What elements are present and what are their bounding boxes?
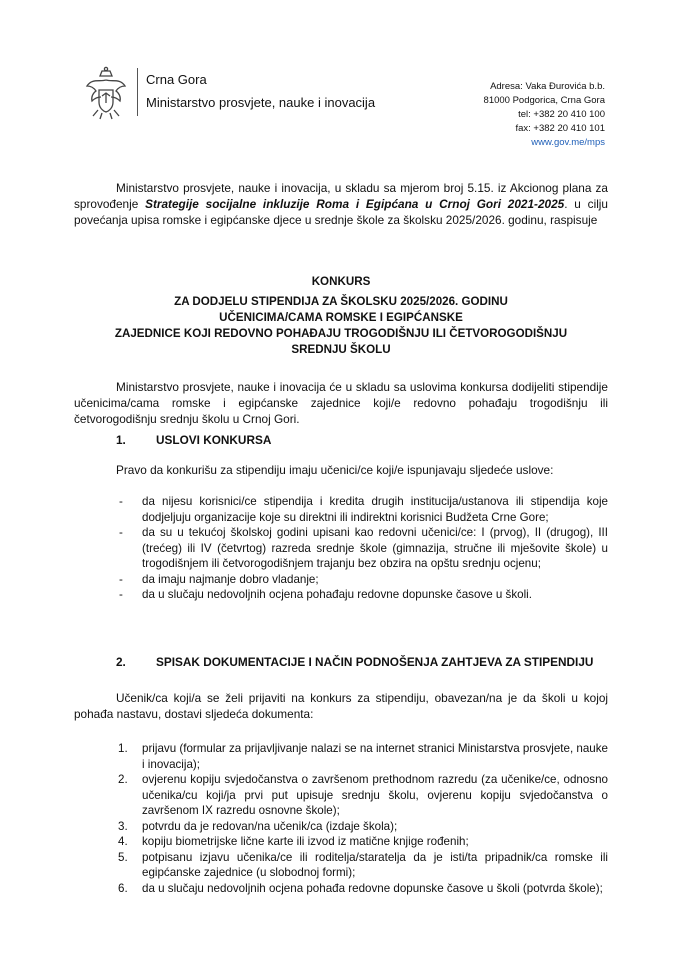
list-item: 2. ovjerenu kopiju svjedočanstva o završenom prethodnom razredu (za učenike/ce, odnosno učenika/cu koji/ja prvi put upisuje srednju školu, ovjerenu kopiju svjedočanstva o završenom IX razredu osnovne škole); bbox=[118, 773, 608, 817]
address-city: 81000 Podgorica, Crna Gora bbox=[483, 95, 605, 106]
coat-of-arms-logo bbox=[84, 66, 128, 120]
title-line5: SREDNJU ŠKOLU bbox=[291, 343, 391, 356]
intro-paragraph: Ministarstvo prosvjete, nauke i inovacija, u skladu sa mjerom broj 5.15. iz Akcionog plana za sprovođenje Strategije socijalne inkluzije Roma i Egipćana u Crnoj Gori 2021-2025. u cilju povećanja upisa romske i egipćanske djece u srednje škole za školsku 2025/2026. godinu, raspisuje bbox=[74, 181, 608, 227]
list-item: - da su u tekućoj školskoj godini upisani kao redovni učenici/ce: I (prvog), II (drugog), III (trećeg) ili IV (četvrtog) razreda srednje škole (gimnazija, stručne ili mješovite škole) u trogodišnjem ili četvorogodišnjem trajanju bez obzira na opštu srednju ocjenu; bbox=[119, 526, 608, 570]
address-fax: fax: +382 20 410 101 bbox=[515, 123, 605, 134]
website-link[interactable]: www.gov.me/mps bbox=[531, 137, 605, 148]
address-tel: tel: +382 20 410 100 bbox=[518, 109, 605, 120]
list-item: 1. prijavu (formular za prijavljivanje nalazi se na internet stranici Ministarstva prosvjete, nauke i inovacija); bbox=[118, 742, 608, 771]
list-item: - da imaju najmanje dobro vladanje; bbox=[119, 572, 319, 586]
title-line4: ZAJEDNICE KOJI REDOVNO POHAĐAJU TROGODIŠNJU ILI ČETVOROGODIŠNJU bbox=[114, 327, 568, 340]
list-item: 3. potvrdu da je redovan/na učenik/ca (izdaje škola); bbox=[118, 819, 398, 833]
list-item: - da nijesu korisnici/ce stipendija i kredita drugih institucija/ustanova ili stipendija koje dodjeljuju organizacije koje su direktni ili indirektni korisnici Budžeta Crne Gore; bbox=[119, 495, 608, 524]
section1-heading: 1. USLOVI KONKURSA bbox=[116, 433, 272, 447]
address-street: Adresa: Vaka Đurovića b.b. bbox=[490, 81, 605, 92]
address-block bbox=[484, 80, 605, 150]
conditions-list bbox=[74, 494, 608, 603]
list-item: - da u slučaju nedovoljnih ocjena pohađaju redovne dopunske časove u školi. bbox=[119, 588, 532, 601]
documents-list bbox=[74, 741, 608, 896]
strategy-title: Strategije socijalne inkluzije Roma i Egipćana u Crnoj Gori 2021-2025 bbox=[145, 197, 565, 211]
header-divider bbox=[137, 68, 138, 116]
section1-lead: Pravo da konkurišu za stipendiju imaju učenici/ce koji/e ispunjavaju sljedeće uslove: bbox=[116, 463, 554, 477]
title-line3: UČENICIMA/CAMA ROMSKE I EGIPĆANSKE bbox=[219, 311, 463, 324]
list-item: 5. potpisanu izjavu učenika/ce ili roditelja/staratelja da je isti/ta pripadnik/ca romske ili egipćanske zajednice (u slobodnoj formi); bbox=[118, 850, 608, 879]
section2-lead: Učenik/ca koji/a se želi prijaviti na konkurs za stipendiju, obavezan/na je da školi u kojoj pohađa nastavu, dostavi sljedeća dokumenta: bbox=[74, 691, 608, 721]
body-intro: Ministarstvo prosvjete, nauke i inovacija će u skladu sa uslovima konkursa dodijeliti stipendije učenicima/cama romske i egipćanske zajednice koji/e redovno pohađaju trogodišnju ili četvorogodišnju srednju školu u Crnoj Gori. bbox=[74, 380, 608, 426]
title-konkurs: KONKURS bbox=[311, 275, 371, 288]
title-line2: ZA DODJELU STIPENDIJA ZA ŠKOLSKU 2025/2026. GODINU bbox=[174, 295, 508, 308]
ministry-name: Ministarstvo prosvjete, nauke i inovacija bbox=[146, 95, 376, 110]
section2-heading: 2. SPISAK DOKUMENTACIJE I NAČIN PODNOŠENJA ZAHTJEVA ZA STIPENDIJU bbox=[116, 655, 594, 669]
country-name: Crna Gora bbox=[146, 72, 207, 87]
list-item: 6. da u slučaju nedovoljnih ocjena pohađa redovne dopunske časove u školi (potvrda škole); bbox=[118, 881, 603, 895]
list-item: 4. kopiju biometrijske lične karte ili izvod iz matične knjige rođenih; bbox=[118, 835, 469, 848]
